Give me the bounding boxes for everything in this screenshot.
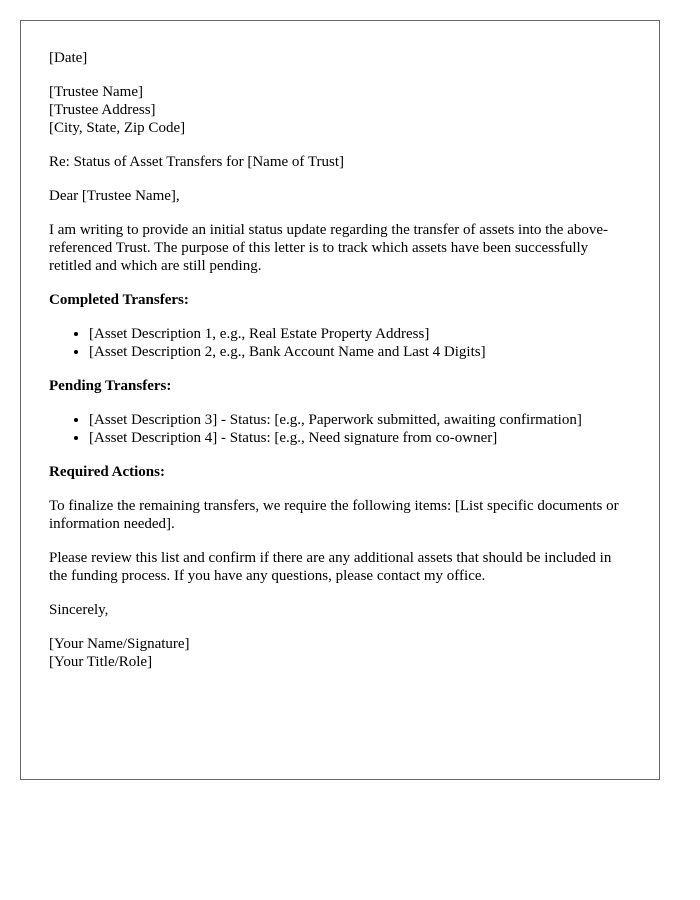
pending-list xyxy=(49,411,631,447)
closing-paragraph: Please review this list and confirm if there are any additional assets that should be included in the funding process. If you have any questions, please contact my office. xyxy=(49,550,612,584)
completed-item: • [Asset Description 1, e.g., Real Estate Property Address] xyxy=(89,325,631,343)
completed-heading: Completed Transfers: xyxy=(49,292,189,308)
letter-subject: Re: Status of Asset Transfers for [Name of Trust] xyxy=(49,154,344,170)
completed-list xyxy=(49,325,631,361)
signature-name: [Your Name/Signature] xyxy=(49,636,190,652)
letter-signoff: Sincerely, xyxy=(49,602,109,618)
recipient-name: [Trustee Name] xyxy=(49,84,144,100)
signature-title: [Your Title/Role] xyxy=(49,654,153,670)
completed-item: • [Asset Description 2, e.g., Bank Account Name and Last 4 Digits] xyxy=(89,343,631,361)
recipient-address: [Trustee Address] xyxy=(49,102,156,118)
pending-heading: Pending Transfers: xyxy=(49,378,172,394)
actions-paragraph: To finalize the remaining transfers, we require the following items: [List specific documents or information needed]. xyxy=(49,498,619,532)
letter-salutation: Dear [Trustee Name], xyxy=(49,188,180,204)
letter-date: [Date] xyxy=(49,50,88,66)
recipient-city: [City, State, Zip Code] xyxy=(49,120,186,136)
pending-item: • [Asset Description 4] - Status: [e.g., Need signature from co-owner] xyxy=(89,429,631,447)
letter-page xyxy=(20,20,660,780)
actions-heading: Required Actions: xyxy=(49,464,165,480)
pending-item: • [Asset Description 3] - Status: [e.g., Paperwork submitted, awaiting confirmation] xyxy=(89,411,631,429)
intro-paragraph: I am writing to provide an initial status update regarding the transfer of assets into the above-referenced Trust. The purpose of this letter is to track which assets have been successfully retitled and which are still pending. xyxy=(49,222,609,274)
recipient-block xyxy=(49,83,631,137)
signature-block xyxy=(49,635,631,671)
